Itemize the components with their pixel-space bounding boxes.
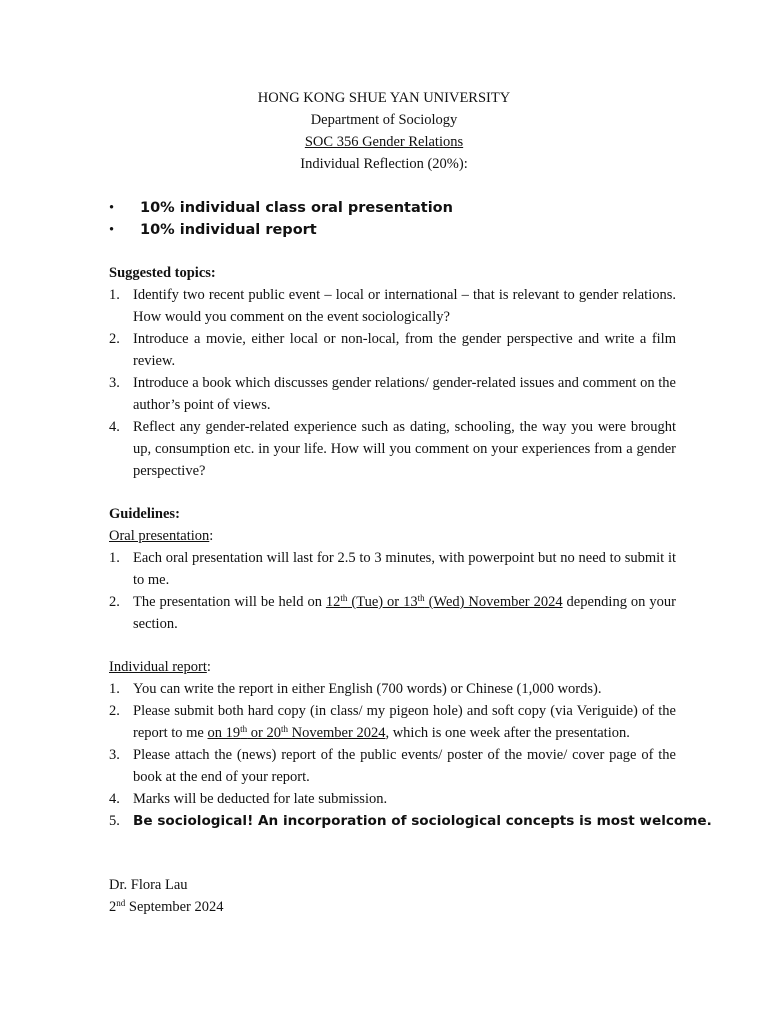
topic-item: 1. Identify two recent public event – local or international – that is relevant to gender relations. How would you comment on the event sociologically? — [109, 287, 676, 325]
suggested-topics-section — [109, 262, 676, 482]
report-guideline-item: 1. You can write the report in either English (700 words) or Chinese (1,000 words). — [109, 681, 602, 697]
author-name: Dr. Flora Lau — [109, 877, 188, 893]
bullet-icon: • — [109, 222, 115, 238]
document-header — [0, 87, 768, 175]
topic-item: 2. Introduce a movie, either local or non-local, from the gender perspective and write a film review. — [109, 331, 676, 369]
university-name: HONG KONG SHUE YAN UNIVERSITY — [257, 90, 511, 106]
individual-report-section — [109, 656, 712, 832]
emphasis-text: Be sociological! An incorporation of sociological concepts is most welcome. — [133, 813, 712, 829]
submission-dates: on 19th or 20th November 2024 — [207, 724, 386, 741]
bullet-icon: • — [109, 200, 115, 216]
oral-guideline-item: 2. The presentation will be held on 12th (Tue) or 13th (Wed) November 2024 depending on your section. — [109, 593, 676, 632]
individual-report-subheading: Individual report: — [109, 659, 211, 675]
topic-item: 4. Reflect any gender-related experience such as dating, schooling, the way you were brought up, consumption etc. in your life. How will you comment on your experiences from a gender perspective? — [109, 419, 676, 479]
report-guideline-item: 5. Be sociological! An incorporation of sociological concepts is most welcome. — [109, 813, 712, 829]
document-date: 2nd September 2024 — [109, 898, 224, 915]
guidelines-heading: Guidelines: — [109, 506, 180, 522]
report-guideline-item: 4. Marks will be deducted for late submission. — [109, 791, 388, 807]
signature-block — [109, 874, 224, 918]
weighting-list — [109, 197, 689, 241]
department-name: Department of Sociology — [310, 112, 458, 128]
presentation-dates: 12th (Tue) or 13th (Wed) November 2024 — [325, 593, 563, 610]
topic-item: 3. Introduce a book which discusses gender relations/ gender-related issues and comment on the author’s point of views. — [109, 375, 676, 413]
report-guideline-item: 3. Please attach the (news) report of the public events/ poster of the movie/ cover page of the book at the end of your report. — [109, 747, 676, 785]
oral-guideline-item: 1. Each oral presentation will last for 2.5 to 3 minutes, with powerpoint but no need to submit it to me. — [109, 550, 676, 588]
course-title: SOC 356 Gender Relations — [304, 134, 464, 150]
weighting-item: • 10% individual report — [109, 219, 689, 241]
report-guideline-item: 2. Please submit both hard copy (in class/ my pigeon hole) and soft copy (via Veriguide) of the report to me on 19th or 20th November 2024, which is one week after the presentation. — [109, 703, 676, 741]
suggested-topics-heading: Suggested topics: — [109, 265, 216, 281]
oral-presentation-subheading: Oral presentation: — [109, 528, 214, 544]
guidelines-section — [109, 503, 676, 635]
assignment-title: Individual Reflection (20%): — [300, 156, 468, 172]
weighting-item: • 10% individual class oral presentation — [109, 197, 689, 219]
